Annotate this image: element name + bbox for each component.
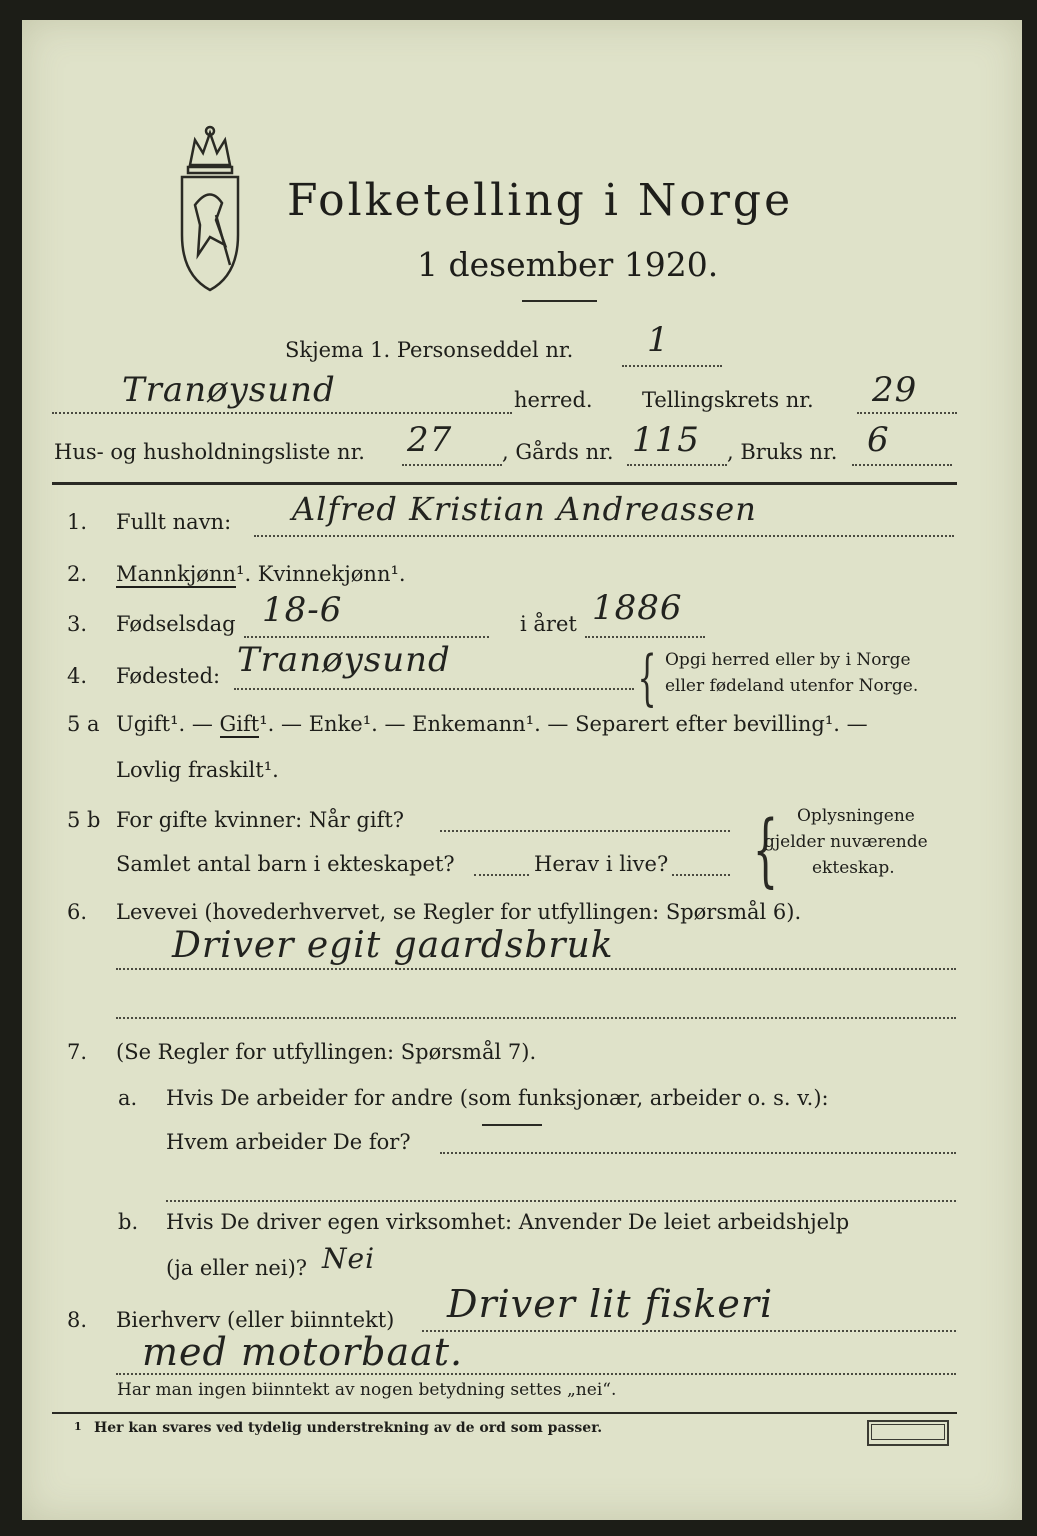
- marriage-note-line1: Oplysningene: [797, 806, 915, 826]
- occupation-value: Driver egit gaardsbruk: [172, 925, 614, 966]
- male-option: Mannkjønn: [116, 562, 237, 586]
- side-income-value-line1: Driver lit fiskeri: [447, 1282, 774, 1326]
- birthday-label: Fødselsdag: [116, 612, 236, 636]
- fraskilt-option: Lovlig fraskilt¹.: [116, 758, 279, 782]
- birthplace-label: Fødested:: [116, 664, 221, 688]
- q3-number: 3.: [67, 612, 88, 636]
- header-divider: [52, 482, 957, 485]
- printer-stamp-icon: [867, 1420, 949, 1446]
- q1-label: Fullt navn:: [116, 510, 232, 534]
- bruks-value: 6: [867, 420, 890, 460]
- employer-question-label: Hvis De arbeider for andre (som funksjonær, arbeider o. s. v.):: [166, 1086, 829, 1110]
- herred-value: Tranøysund: [122, 370, 336, 410]
- birthplace-note-line1: Opgi herred eller by i Norge: [665, 650, 911, 670]
- ugift-option: Ugift: [116, 712, 171, 736]
- gender-options: Mannkjønn¹. Kvinnekjønn¹.: [116, 562, 406, 586]
- q8-number: 8.: [67, 1308, 88, 1332]
- female-option: Kvinnekjønn: [257, 562, 391, 586]
- form-title: Folketelling i Norge: [287, 175, 794, 226]
- enkemann-option: Enkemann: [412, 712, 526, 736]
- birthplace-value: Tranøysund: [237, 640, 451, 680]
- q5b-number: 5 b: [67, 808, 101, 832]
- employer-label: Hvem arbeider De for?: [166, 1130, 411, 1154]
- gards-label: , Gårds nr.: [502, 440, 614, 464]
- q7a-letter: a.: [118, 1086, 138, 1110]
- q1-number: 1.: [67, 510, 88, 534]
- tellingskrets-label: Tellingskrets nr.: [642, 388, 814, 412]
- marriage-note-line3: ekteskap.: [812, 858, 895, 878]
- birthday-value: 18-6: [262, 590, 343, 630]
- marital-status-options: Ugift¹. — Gift¹. — Enke¹. — Enkemann¹. — Separert efter bevilling¹. —: [116, 712, 868, 736]
- hired-help-label: (ja eller nei)?: [166, 1256, 308, 1280]
- title-divider: [522, 300, 597, 302]
- q7b-letter: b.: [118, 1210, 139, 1234]
- hired-help-value: Nei: [322, 1242, 376, 1275]
- q6-number: 6.: [67, 900, 88, 924]
- full-name-value: Alfred Kristian Andreassen: [292, 490, 757, 528]
- footnote-marker: 1: [74, 1420, 82, 1433]
- bruks-label: , Bruks nr.: [727, 440, 838, 464]
- norwegian-lion-coat-of-arms-icon: [170, 125, 250, 295]
- husholdningsliste-value: 27: [407, 420, 453, 460]
- q2-number: 2.: [67, 562, 88, 586]
- herred-label: herred.: [514, 388, 593, 412]
- children-alive-label: Herav i live?: [534, 852, 669, 876]
- census-date: 1 desember 1920.: [417, 245, 719, 284]
- personseddel-value: 1: [647, 320, 670, 360]
- q5a-number: 5 a: [67, 712, 100, 736]
- gift-option: Gift: [219, 712, 260, 736]
- gards-value: 115: [632, 420, 700, 460]
- own-business-label: Hvis De driver egen virksomhet: Anvender De leiet arbeidshjelp: [166, 1210, 850, 1234]
- footnote-text: Her kan svares ved tydelig understrekning av de ord som passer.: [94, 1420, 603, 1436]
- birth-year-value: 1886: [592, 588, 683, 628]
- occupation-label: Levevei (hovederhvervet, se Regler for utfyllingen: Spørsmål 6).: [116, 900, 802, 924]
- tellingskrets-value: 29: [872, 370, 918, 410]
- married-when-label: For gifte kvinner: Når gift?: [116, 808, 405, 832]
- side-income-value-line2: med motorbaat.: [142, 1330, 464, 1374]
- marriage-note-line2: gjelder nuværende: [764, 832, 928, 852]
- husholdningsliste-label: Hus- og husholdningsliste nr.: [54, 440, 365, 464]
- no-income-note: Har man ingen biinntekt av nogen betydning settes „nei“.: [117, 1380, 617, 1400]
- side-income-label: Bierhverv (eller biinntekt): [116, 1308, 395, 1332]
- q4-number: 4.: [67, 664, 88, 688]
- separert-option: Separert efter bevilling: [575, 712, 825, 736]
- enke-option: Enke: [308, 712, 363, 736]
- q7-number: 7.: [67, 1040, 88, 1064]
- census-form-page: Folketelling i Norge 1 desember 1920. Skjema 1. Personseddel nr. 1 Tranøysund herred. Tellingskrets nr. 29 Hus- og husholdningsliste nr. 27 , Gårds nr. 115 , Bruks nr. 6 1. Fullt navn: Alfred Kristian Andreassen 2. Mannkjønn¹. Kvinnekjønn¹. 3. Fødselsdag 18-6 i året 1886 4. Fødested: Tranøysund { Opgi herred eller by i Norge eller fødeland utenfor Norge. 5 a Ugift¹. — Gift¹. — Enke¹. — Enkemann¹. — Separert efter bevilling¹. — Lovlig fraskilt¹. 5 b For gifte kvinner: Når gift? Samlet antal barn i ekteskapet? Herav i live? { Oplysningene gjelder nuværende ekteskap. 6. Levevei (hovederhvervet, se Regler for utfyllingen: Spørsmål 6). Driver egit gaardsbruk 7. (Se Regler for utfyllingen: Spørsmål 7). a. Hvis De arbeider for andre (som funksjonær, arbeider o. s. v.): Hvem arbeider De for? b. Hvis De driver egen virksomhet: Anvender De leiet arbeidshjelp (ja eller nei)? Nei 8. Bierhverv (eller biinntekt) Driver lit fiskeri med motorbaat. Har man ingen biinntekt av nogen betydning settes „nei“. 1 Her kan svares ved tydelig understrekning av de ord som passer.: [22, 20, 1022, 1520]
- birth-year-label: i året: [520, 612, 577, 636]
- q7-label: (Se Regler for utfyllingen: Spørsmål 7).: [116, 1040, 537, 1064]
- children-count-label: Samlet antal barn i ekteskapet?: [116, 852, 455, 876]
- footer-divider: [52, 1412, 957, 1414]
- employer-dash: [482, 1124, 542, 1126]
- schema-label: Skjema 1. Personseddel nr.: [285, 338, 574, 362]
- birthplace-note-line2: eller fødeland utenfor Norge.: [665, 676, 919, 696]
